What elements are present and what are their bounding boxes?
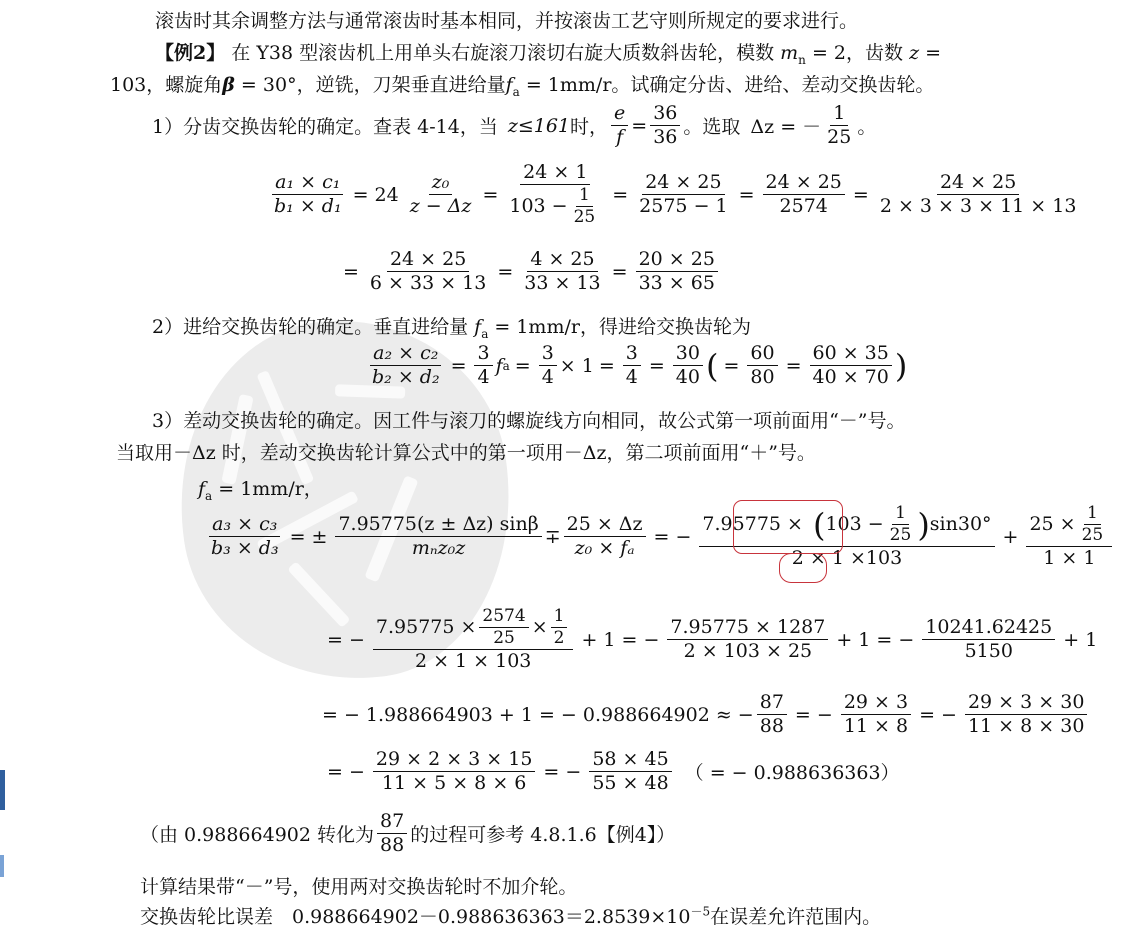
example-tag: 【例2】 bbox=[155, 42, 226, 64]
step-1-line: 1）分齿交换齿轮的确定。查表 4-14，当 z≤161 时， $\frac{e}{f}$ = $\frac{36}{36}$ 。选取 Δz = － $\frac{1}{25}$ 。 bbox=[152, 102, 877, 148]
left-edge-marker bbox=[0, 770, 5, 810]
example-2-line: 【例2】 在 Y38 型滚齿机上用单头右旋滚刀滚切右旋大质数斜齿轮，模数 $m_n = 2$，齿数 z = bbox=[155, 42, 942, 67]
highlight-circle-103 bbox=[779, 553, 827, 583]
step-3-line-1: 3）差动交换齿轮的确定。因工件与滚刀的螺旋线方向相同，故公式第一项前面用“－”号。 bbox=[152, 410, 906, 432]
differential-formula-row-1: $\frac{\text{a₃ × c₃}}{\text{b₃ × d₃}}$ = ± $\frac{7.95775(z \pm \Delta z) \sin\beta}{\text{mₙz₀z}}$ ∓ $\frac{25 \times \Delta z}{\text{z₀ × fₐ}}$ = − 7.95775 × ( 103 − $\frac{1}{25}$ ) sin30° 2 × 1 ×103 + 25 × $\frac{1}{25}$ 1 × 1 bbox=[205, 505, 1115, 569]
sign-line: 计算结果带“－”号，使用两对交换齿轮时不加介轮。 bbox=[140, 876, 578, 898]
intro-line: 滚齿时其余调整方法与通常滚齿时基本相同，并按滚齿工艺守则所规定的要求进行。 bbox=[155, 10, 859, 32]
left-edge-marker-2 bbox=[0, 855, 4, 877]
note-line: （由 0.988664902 转化为 $\frac{87}{88}$ 的过程可参考 4.8.1.6【例4】） bbox=[140, 810, 676, 856]
differential-formula-row-3: = − 1.988664903 + 1 = − 0.988664902 ≈ − $\frac{87}{88}$ = − $\frac{29 \times 3}{11 \times 8}$ = − $\frac{29 \times 3 \times 30}{11 \times 8 \times 30}$ bbox=[322, 693, 1090, 737]
differential-formula-row-4: = − $\frac{29 \times 2 \times 3 \times 15}{11 \times 5 \times 8 \times 6}$ = − $\frac{58 \times 45}{55 \times 48}$ （ = − 0.988636363） bbox=[327, 748, 900, 794]
step-2-line: 2）进给交换齿轮的确定。垂直进给量 $f_a = 1mm/r$，得进给交换齿轮为 bbox=[152, 316, 751, 341]
error-line: 交换齿轮比误差 $0.988664902-0.988636363=2.8539\times 10^{-5}$在误差允许范围内。 bbox=[140, 904, 882, 928]
differential-formula-row-2: = − 7.95775 × $\frac{2574}{25}$ × $\frac{1}{2}$ 2 × 1 × 103 + 1 = − $\frac{7.95775 \times 1287}{2 \times 103 \times 25}$ + 1 = − $\frac{10241.62425}{5150}$ + 1 bbox=[327, 606, 1098, 672]
index-gear-formula-row-1: $\frac{\text{a₁ × c₁}}{\text{b₁ × d₁}}$ = 24 $\frac{\text{z₀}}{z - \Delta z}$ = 24 × 1 103 − $\frac{1}{25}$ = $\frac{24 \times 25}{2575 - 1}$ = $\frac{24 \times 25}{2574}$ = $\frac{24 \times 25}{2 \times 3 \times 3 \times 11 \times 13}$ bbox=[274, 161, 1077, 227]
index-gear-formula-row-2: = $\frac{24 \times 25}{6 \times 33 \times 13}$ = $\frac{4 \times 25}{33 \times 13}$ = $\frac{20 \times 25}{33 \times 65}$ bbox=[338, 250, 721, 294]
step-3-line-2: 当取用－Δz 时，差动交换齿轮计算公式中的第一项用－Δz，第二项前面用“＋”号。 bbox=[116, 442, 816, 464]
fa-line: $f_a = 1mm/r$， bbox=[198, 478, 323, 503]
example-2-line-2: 103，螺旋角β = 30°，逆铣，刀架垂直进给量$f_a = 1mm/r$。试确定分齿、进给、差动交换齿轮。 bbox=[110, 74, 935, 99]
feed-gear-formula: $\frac{\text{a₂ × c₂}}{\text{b₂ × d₂}}$ = $\frac{3}{4}$ f a = $\frac{3}{4}$ × 1 = $\frac{3}{4}$ = $\frac{30}{40}$ ( = $\frac{60}{80}$ = $\frac{60 \times 35}{40 \times 70}$ ) bbox=[372, 342, 908, 388]
highlight-circle-bracket bbox=[733, 500, 843, 554]
